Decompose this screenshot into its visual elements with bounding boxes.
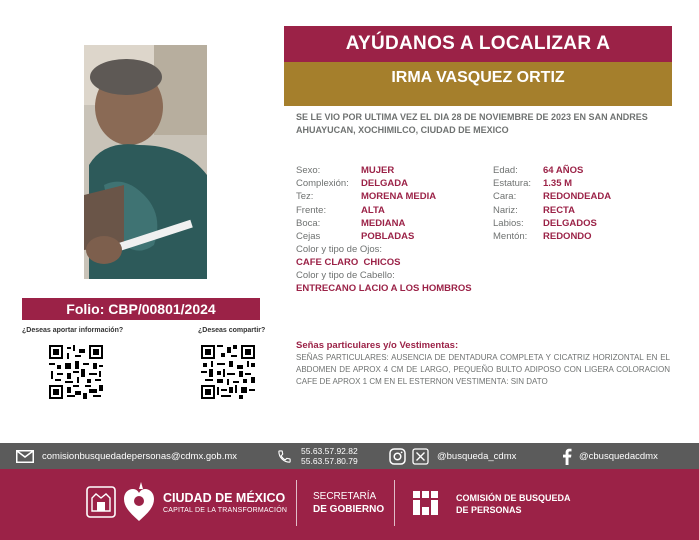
detail-value: REDONDO	[543, 231, 592, 242]
social-contact-2[interactable]	[562, 443, 658, 469]
detail-value: MEDIANA	[361, 218, 406, 229]
features-text: SEÑAS PARTICULARES: AUSENCIA DE DENTADURA COMPLETA Y CICATRIZ HORIZONTAL EN EL ABDOMEN DE APROX 4 CM DE LARGO, PEQUEÑO BULTO ADIPOSO CON LIGERA COLORACION CAFE DE APROX 1 CM EN EL ESTERNON VESTIMENTA: SIN DATO	[296, 353, 670, 386]
phone-number-1: 55.63.57.92.82	[301, 446, 358, 456]
detail-label: Sexo:	[296, 165, 321, 176]
comision-line-1: COMISIÓN DE BUSQUEDA	[456, 493, 571, 503]
folio-label: Folio: CBP/00801/2024	[22, 298, 260, 320]
comision-line-2: DE PERSONAS	[456, 505, 522, 515]
contribute-info-label: ¿Deseas aportar información?	[22, 327, 124, 334]
detail-value: MUJER	[361, 165, 395, 176]
detail-value: DELGADA	[361, 178, 408, 189]
detail-label: Nariz:	[493, 205, 518, 216]
detail-label: Frente:	[296, 205, 327, 216]
comision-logo-icon	[413, 491, 449, 515]
last-seen-text: SE LE VIO POR ULTIMA VEZ EL DIA 28 DE NOVIEMBRE DE 2023 EN SAN ANDRES AHUAYUCAN, XOCHIMILCO, CIUDAD DE MEXICO	[296, 112, 648, 135]
detail-value: REDONDEADA	[543, 191, 612, 202]
detail-label: Mentón:	[493, 231, 528, 242]
contact-bar	[0, 443, 699, 469]
social-contact-1[interactable]	[389, 443, 516, 469]
city-subtitle: CAPITAL DE LA TRANSFORMACIÓN	[163, 507, 288, 514]
detail-value: POBLADAS	[361, 231, 415, 242]
phone-contact[interactable]	[277, 443, 358, 469]
x-twitter-icon	[412, 448, 429, 465]
detail-label: Complexión:	[296, 178, 349, 189]
city-name: CIUDAD DE MÉXICO	[163, 491, 286, 505]
share-label: ¿Deseas compartir?	[198, 327, 266, 334]
email-text: comisionbusquedadepersonas@cdmx.gob.mx	[42, 450, 238, 462]
secretaria-line-2: DE GOBIERNO	[313, 504, 385, 515]
secretaria-line-1: SECRETARÍA	[313, 491, 377, 502]
phone-icon	[277, 449, 292, 464]
cdmx-emblem-icon	[86, 486, 116, 520]
eyes-label: Color y tipo de Ojos:	[296, 244, 383, 255]
missing-person-photo	[84, 45, 207, 279]
detail-value: DELGADOS	[543, 218, 597, 229]
phone-number-2: 55.63.57.80.79	[301, 456, 358, 466]
detail-value: RECTA	[543, 205, 576, 216]
hair-label: Color y tipo de Cabello:	[296, 270, 395, 281]
social-handle-2: @cbusquedacdmx	[579, 450, 658, 462]
envelope-icon	[16, 450, 34, 463]
detail-label: Labios:	[493, 218, 524, 229]
detail-label: Edad:	[493, 165, 518, 176]
cdmx-heart-logo-icon	[122, 481, 156, 523]
detail-value: 1.35 M	[543, 178, 573, 189]
hair-value: ENTRECANO LACIO A LOS HOMBROS	[296, 283, 472, 294]
detail-label: Estatura:	[493, 178, 532, 189]
detail-label: Cara:	[493, 191, 517, 202]
social-handle-1: @busqueda_cdmx	[437, 450, 517, 462]
eyes-value: CAFE CLARO CHICOS	[296, 257, 401, 268]
person-name-banner: IRMA VASQUEZ ORTIZ	[284, 62, 672, 106]
features-title: Señas particulares y/o Vestimentas:	[296, 340, 459, 351]
footer-divider	[296, 480, 297, 526]
footer-divider	[394, 480, 395, 526]
detail-value: 64 AÑOS	[543, 165, 584, 176]
detail-label: Tez:	[296, 191, 314, 202]
detail-value: ALTA	[361, 205, 385, 216]
headline-banner: AYÚDANOS A LOCALIZAR A	[284, 26, 672, 62]
detail-value: MORENA MEDIA	[361, 191, 437, 202]
share-qr-code[interactable]	[201, 345, 255, 399]
detail-label: Boca:	[296, 218, 321, 229]
facebook-icon	[562, 448, 572, 465]
email-contact[interactable]	[16, 443, 237, 469]
info-qr-code[interactable]	[49, 345, 103, 399]
instagram-icon	[389, 448, 406, 465]
detail-label: Cejas	[296, 231, 321, 242]
